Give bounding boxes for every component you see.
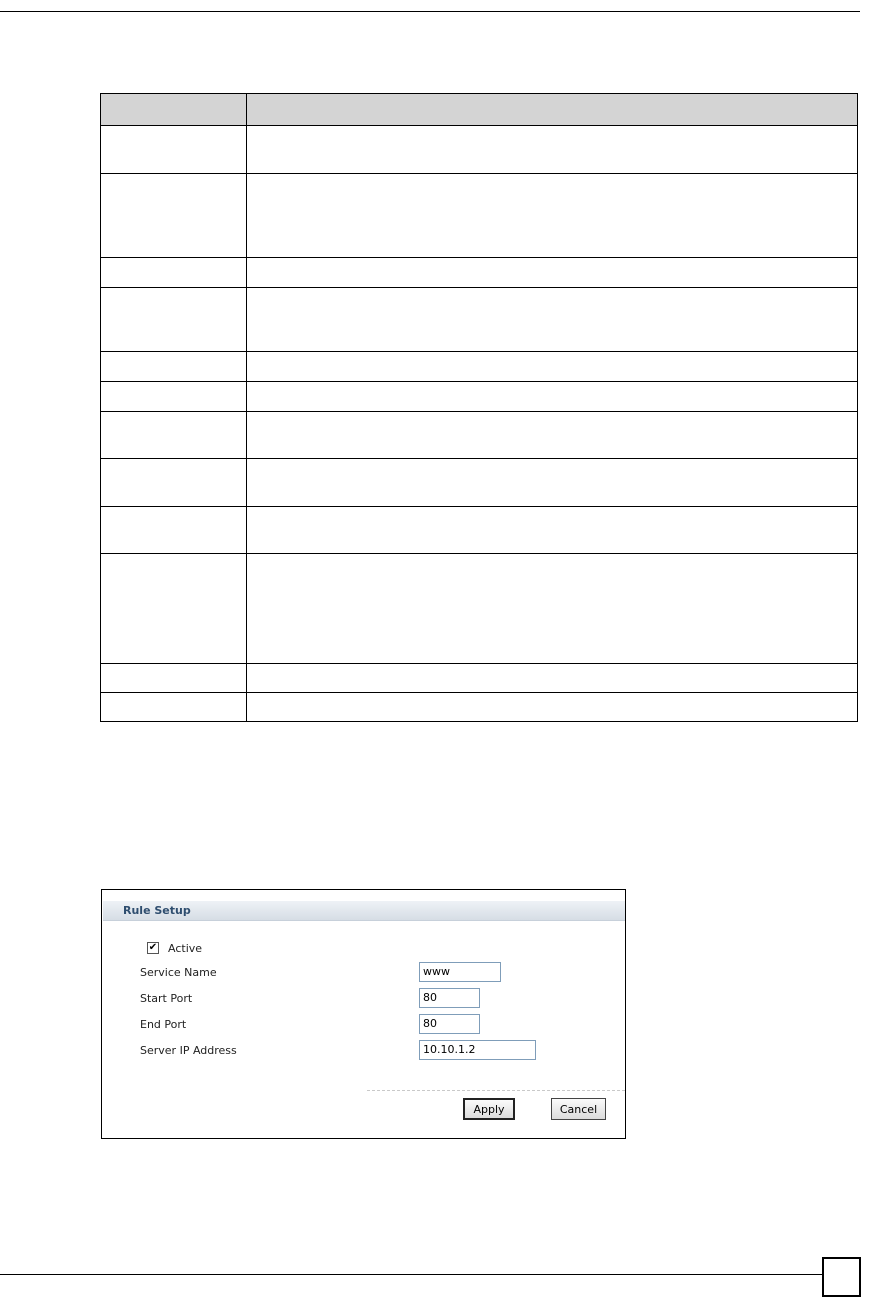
- page-number-box: [822, 1257, 861, 1297]
- button-divider: [367, 1090, 625, 1091]
- start-port-input[interactable]: 80: [419, 988, 480, 1008]
- rule-setup-panel: [101, 889, 626, 1139]
- start-port-label: Start Port: [140, 992, 193, 1005]
- label-cell: [101, 664, 247, 693]
- table-header-row: [101, 94, 858, 126]
- table-row: [101, 126, 858, 174]
- description-cell: [247, 693, 858, 722]
- description-cell: [247, 126, 858, 174]
- description-cell: [247, 412, 858, 459]
- label-cell: [101, 693, 247, 722]
- description-cell: [247, 352, 858, 382]
- description-cell: [247, 288, 858, 352]
- label-cell: [101, 288, 247, 352]
- rule-setup-title: Rule Setup: [123, 904, 191, 917]
- table-row: [101, 174, 858, 258]
- description-cell: [247, 507, 858, 554]
- end-port-label: End Port: [140, 1018, 187, 1031]
- description-cell: [247, 258, 858, 288]
- description-table: [100, 93, 858, 722]
- label-cell: [101, 554, 247, 664]
- description-cell: [247, 459, 858, 507]
- table-row: [101, 507, 858, 554]
- label-cell: [101, 507, 247, 554]
- table-row: [101, 352, 858, 382]
- server-ip-label: Server IP Address: [140, 1044, 237, 1057]
- description-cell: [247, 174, 858, 258]
- description-cell: [247, 382, 858, 412]
- label-cell: [101, 382, 247, 412]
- cancel-button[interactable]: Cancel: [551, 1098, 606, 1120]
- server-ip-input[interactable]: 10.10.1.2: [419, 1040, 536, 1060]
- label-cell: [101, 174, 247, 258]
- label-cell: [101, 412, 247, 459]
- table-row: [101, 459, 858, 507]
- table-row: [101, 288, 858, 352]
- header-description-cell: [247, 94, 858, 126]
- label-cell: [101, 258, 247, 288]
- description-cell: [247, 664, 858, 693]
- end-port-input[interactable]: 80: [419, 1014, 480, 1034]
- label-cell: [101, 352, 247, 382]
- footer-rule: [0, 1274, 822, 1275]
- active-label: Active: [168, 942, 203, 955]
- table-row: [101, 412, 858, 459]
- table-row: [101, 382, 858, 412]
- table-row: [101, 554, 858, 664]
- service-name-label: Service Name: [140, 966, 217, 979]
- label-cell: [101, 459, 247, 507]
- description-cell: [247, 554, 858, 664]
- table-row: [101, 664, 858, 693]
- rule-setup-header: [103, 901, 625, 921]
- header-label-cell: [101, 94, 247, 126]
- apply-button[interactable]: Apply: [463, 1098, 515, 1120]
- table-row: [101, 693, 858, 722]
- header-rule: [0, 11, 860, 12]
- service-name-input[interactable]: www: [419, 962, 501, 982]
- table-row: [101, 258, 858, 288]
- check-mark-icon: ✔: [148, 942, 158, 953]
- label-cell: [101, 126, 247, 174]
- active-checkbox[interactable]: [147, 942, 159, 954]
